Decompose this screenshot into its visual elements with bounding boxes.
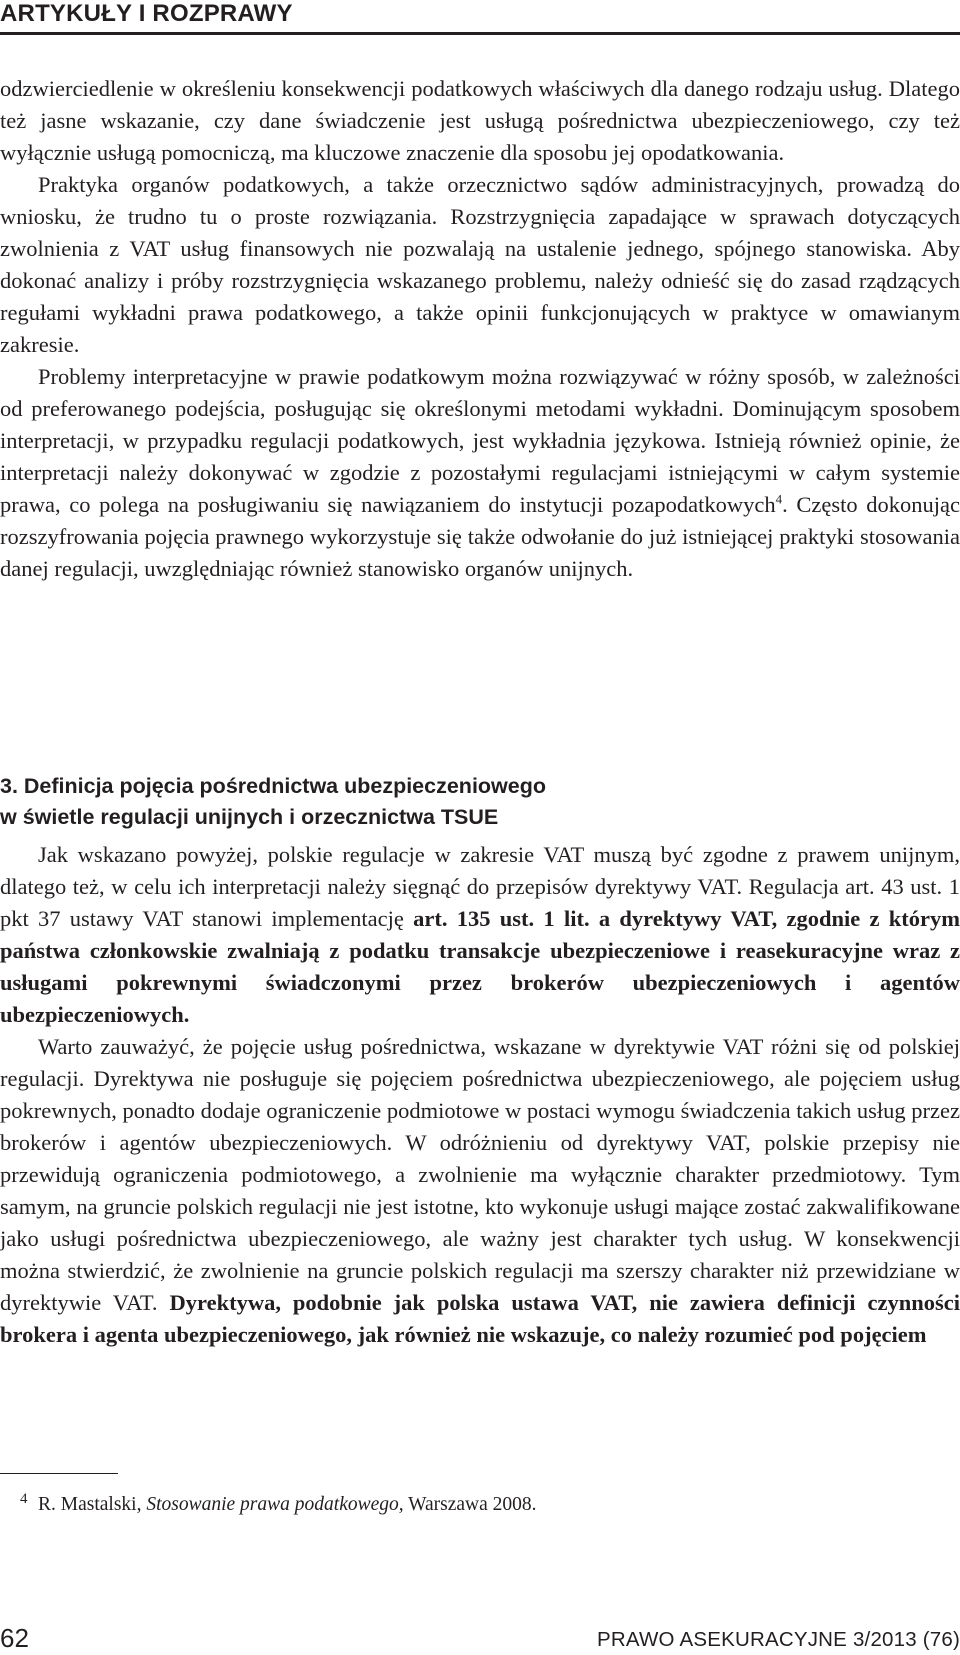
paragraph-4-bold: art. 135 ust. 1 lit. a dyrektywy VAT, zgodnie z którym państwa członkowskie zwalniają z podatku transakcje ubezpieczeniowe i reasekuracyjne wraz z usługami pokrewnymi świadczonymi przez brokerów ubezpieczeniowych i agentów ubezpieczeniowych. xyxy=(0,906,960,1027)
footnote-title: Stosowanie prawa podatkowego, xyxy=(146,1494,404,1515)
paragraph-2: Praktyka organów podatkowych, a także orzecznictwo sądów administracyjnych, prowadzą do wniosku, że trudno tu o proste rozwiązania. Rozstrzygnięcia zapadające w sprawach dotyczących zwolnienia z VAT usług finansowych nie pozwalają na ustalenie jednego, spójnego stanowiska. Aby dokonać analizy i próby rozstrzygnięcia wskazanego problemu, należy odnieść się do zasad rządzących regułami wykładni prawa podatkowego, a także opinii funkcjonujących w praktyce w omawianym zakresie. xyxy=(0,172,960,357)
journal-name: PRAWO ASEKURACYJNE 3/2013 (76) xyxy=(597,1628,960,1651)
footnote-reference[interactable]: 4 xyxy=(775,491,783,507)
footnote-rule xyxy=(0,1473,118,1474)
section-heading-line-2: w świetle regulacji unijnych i orzecznictwa TSUE xyxy=(0,805,499,829)
paragraph-3-part-2: . Często dokonując rozszyfrowania pojęcia prawnego wykorzystuje się także odwołanie do już istniejącej praktyki stosowania danej regulacji, uwzględniając również stanowisko organów unijnych. xyxy=(0,492,960,581)
body-section-2 xyxy=(0,839,960,1351)
footnote: 4 R. Mastalski, Stosowanie prawa podatkowego, Warszawa 2008. xyxy=(20,1490,537,1515)
paragraph-4 xyxy=(0,839,960,1031)
paragraph-1: odzwierciedlenie w określeniu konsekwencji podatkowych właściwych dla danego rodzaju usług. Dlatego też jasne wskazanie, czy dane świadczenie jest usługą pośrednictwa ubezpieczeniowego, czy też wyłącznie usługą pomocniczą, ma kluczowe znaczenie dla sposobu jej opodatkowania. xyxy=(0,76,960,165)
section-heading xyxy=(0,771,960,833)
footnote-rest: Warszawa 2008. xyxy=(403,1494,537,1515)
page-number: 62 xyxy=(0,1623,29,1653)
body-section-1 xyxy=(0,73,960,585)
paragraph-3-part-1: Problemy interpretacyjne w prawie podatkowym można rozwiązywać w różny sposób, w zależności od preferowanego podejścia, posługując się określonymi metodami wykładni. Dominującym sposobem interpretacji, w przypadku regulacji podatkowych, jest wykładnia językowa. Istnieją również opinie, że interpretacji należy dokonywać w zgodzie z pozostałymi regulacjami istniejącymi w całym systemie prawa, co polega na posługiwaniu się nawiązaniem do instytucji pozapodatkowych xyxy=(0,364,960,517)
paragraph-5 xyxy=(0,1031,960,1351)
paragraph-4-normal: Jak wskazano powyżej, polskie regulacje w zakresie VAT muszą być zgodne z prawem unijnym, dlatego też, w celu ich interpretacji należy sięgnąć do przepisów dyrektywy VAT. Regulacja art. 43 ust. 1 pkt 37 ustawy VAT stanowi implementację xyxy=(0,842,960,931)
paragraph-3 xyxy=(0,361,960,585)
footnote-author: R. Mastalski, xyxy=(38,1494,147,1515)
section-heading-line-1: 3. Definicja pojęcia pośrednictwa ubezpieczeniowego xyxy=(0,774,546,798)
header-rule xyxy=(0,32,960,35)
paragraph-5-bold: Dyrektywa, podobnie jak polska ustawa VAT, nie zawiera definicji czynności brokera i agenta ubezpieczeniowego, jak również nie wskazuje, co należy rozumieć pod pojęciem xyxy=(0,1290,960,1347)
running-header: ARTYKUŁY I ROZPRAWY xyxy=(0,0,293,27)
paragraph-5-normal: Warto zauważyć, że pojęcie usług pośrednictwa, wskazane w dyrektywie VAT różni się od polskiej regulacji. Dyrektywa nie posługuje się pojęciem pośrednictwa ubezpieczeniowego, ale pojęciem usług pokrewnych, ponadto dodaje ograniczenie podmiotowe w postaci wymogu świadczenia takich usług przez brokerów i agentów ubezpieczeniowych. W odróżnieniu od dyrektywy VAT, polskie przepisy nie przewidują ograniczenia podmiotowego, a zwolnienie ma wyłącznie charakter przedmiotowy. Tym samym, na gruncie polskich regulacji nie jest istotne, kto wykonuje usługi mające zostać zakwalifikowane jako usługi pośrednictwa ubezpieczeniowego, ale ważny jest charakter tych usług. W konsekwencji można stwierdzić, że zwolnienie na gruncie polskich regulacji ma szerszy charakter niż przewidziane w dyrektywie VAT. xyxy=(0,1034,960,1315)
